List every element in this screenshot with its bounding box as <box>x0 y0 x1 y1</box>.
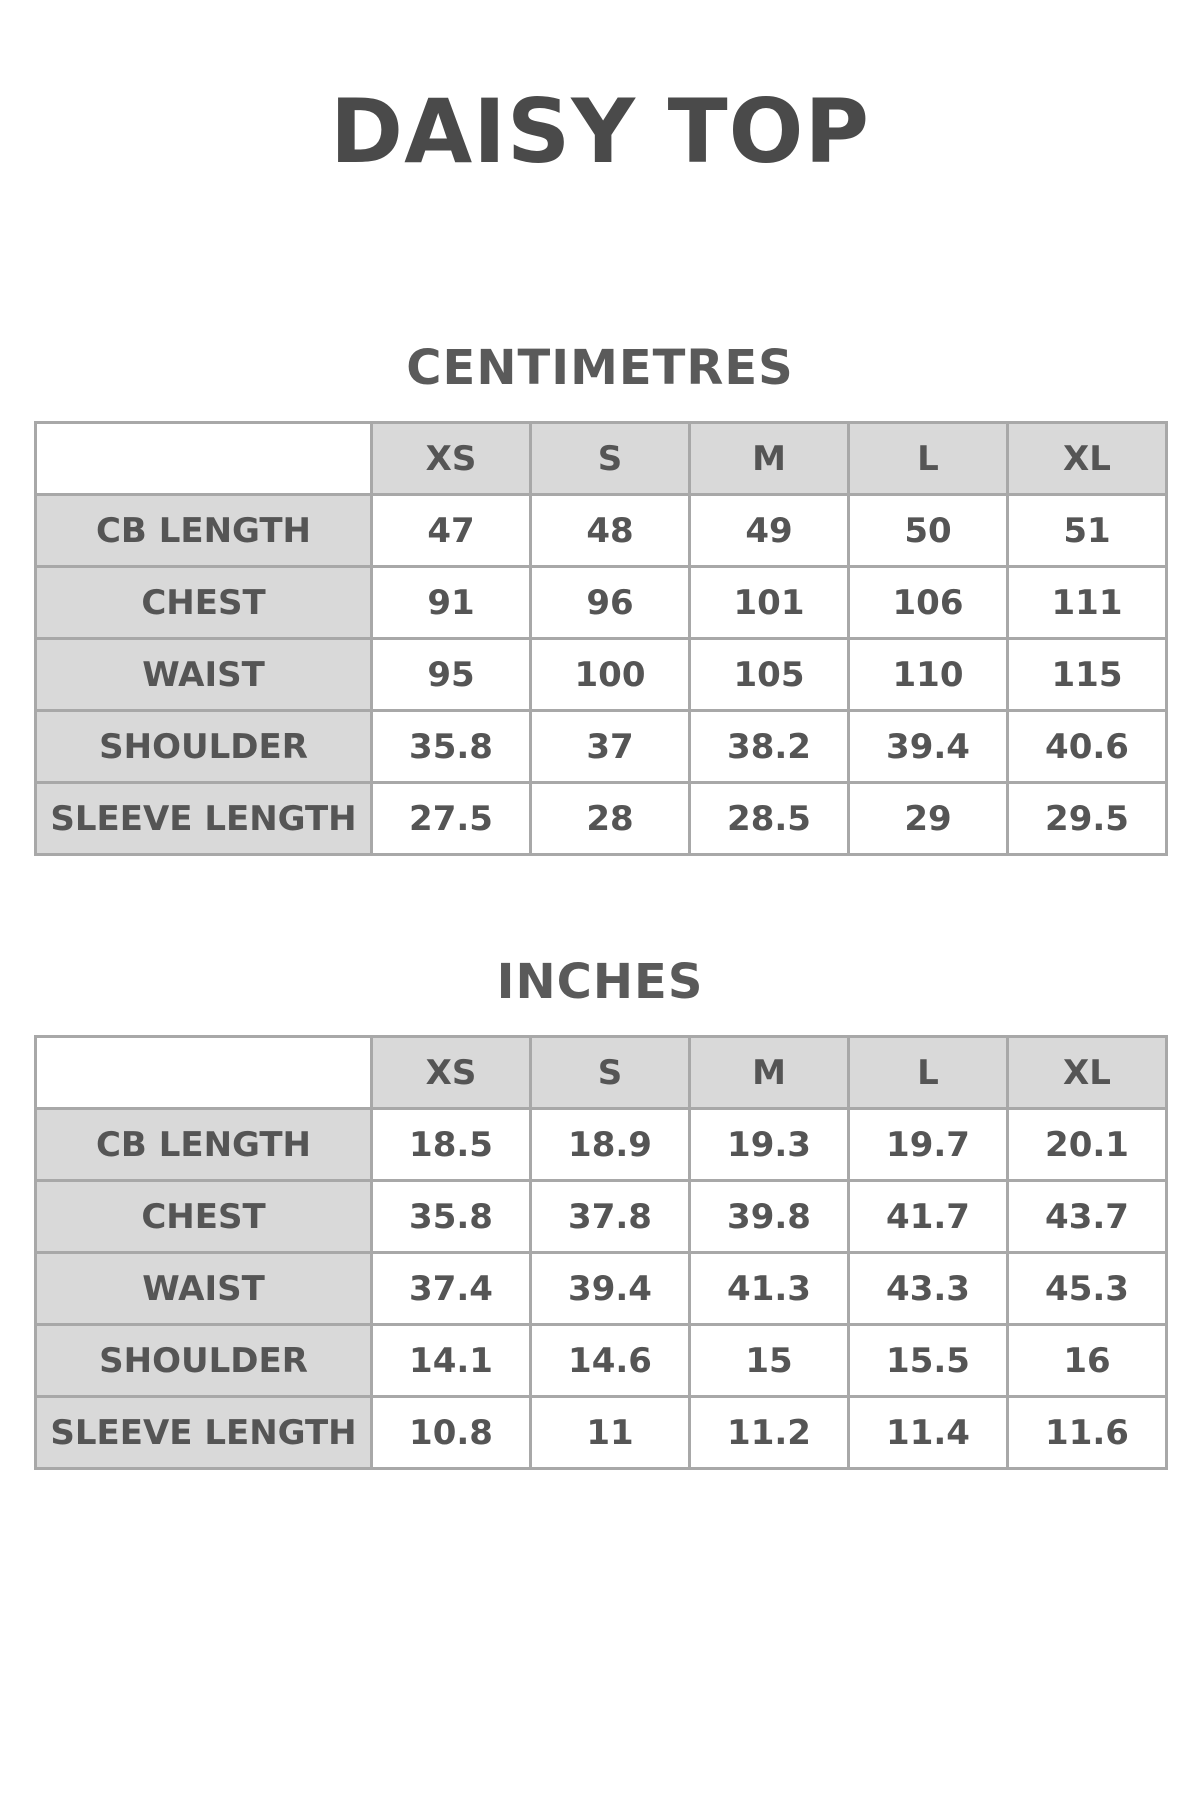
centimetres-heading: CENTIMETRES <box>406 340 794 396</box>
table-cell: 91 <box>372 567 531 639</box>
table-row <box>36 639 1167 711</box>
row-label-sleeve-length: SLEEVE LENGTH <box>36 1397 372 1469</box>
size-header-xs: XS <box>372 1037 531 1109</box>
table-row <box>36 783 1167 855</box>
table-row <box>36 711 1167 783</box>
table-row <box>36 1397 1167 1469</box>
size-header-xl: XL <box>1008 1037 1167 1109</box>
size-header-row <box>36 1037 1167 1109</box>
inches-size-table <box>34 1035 1168 1470</box>
table-cell: 37.4 <box>372 1253 531 1325</box>
table-cell: 27.5 <box>372 783 531 855</box>
size-header-l: L <box>849 1037 1008 1109</box>
table-cell: 11.2 <box>690 1397 849 1469</box>
table-cell: 110 <box>849 639 1008 711</box>
table-cell: 43.7 <box>1008 1181 1167 1253</box>
table-cell: 95 <box>372 639 531 711</box>
table-cell: 45.3 <box>1008 1253 1167 1325</box>
table-cell: 35.8 <box>372 711 531 783</box>
table-cell: 11.4 <box>849 1397 1008 1469</box>
size-header-xl: XL <box>1008 423 1167 495</box>
size-header-m: M <box>690 1037 849 1109</box>
size-header-s: S <box>531 423 690 495</box>
table-cell: 29.5 <box>1008 783 1167 855</box>
table-cell: 15 <box>690 1325 849 1397</box>
table-cell: 18.9 <box>531 1109 690 1181</box>
corner-cell <box>36 423 372 495</box>
centimetres-size-table <box>34 421 1168 856</box>
table-cell: 43.3 <box>849 1253 1008 1325</box>
table-cell: 14.6 <box>531 1325 690 1397</box>
table-cell: 105 <box>690 639 849 711</box>
table-cell: 37.8 <box>531 1181 690 1253</box>
table-cell: 19.3 <box>690 1109 849 1181</box>
table-cell: 19.7 <box>849 1109 1008 1181</box>
size-header-m: M <box>690 423 849 495</box>
table-cell: 49 <box>690 495 849 567</box>
table-cell: 20.1 <box>1008 1109 1167 1181</box>
page-title: DAISY TOP <box>330 80 870 183</box>
table-cell: 39.4 <box>849 711 1008 783</box>
table-cell: 115 <box>1008 639 1167 711</box>
row-label-cb-length: CB LENGTH <box>36 1109 372 1181</box>
size-header-row <box>36 423 1167 495</box>
size-header-l: L <box>849 423 1008 495</box>
table-cell: 96 <box>531 567 690 639</box>
table-cell: 15.5 <box>849 1325 1008 1397</box>
row-label-chest: CHEST <box>36 567 372 639</box>
table-cell: 39.4 <box>531 1253 690 1325</box>
row-label-waist: WAIST <box>36 639 372 711</box>
table-cell: 37 <box>531 711 690 783</box>
table-cell: 106 <box>849 567 1008 639</box>
table-cell: 51 <box>1008 495 1167 567</box>
table-cell: 101 <box>690 567 849 639</box>
table-cell: 48 <box>531 495 690 567</box>
size-header-xs: XS <box>372 423 531 495</box>
table-cell: 41.7 <box>849 1181 1008 1253</box>
table-row <box>36 1253 1167 1325</box>
table-cell: 41.3 <box>690 1253 849 1325</box>
table-cell: 10.8 <box>372 1397 531 1469</box>
table-cell: 47 <box>372 495 531 567</box>
table-cell: 11 <box>531 1397 690 1469</box>
table-row <box>36 567 1167 639</box>
table-cell: 40.6 <box>1008 711 1167 783</box>
table-cell: 16 <box>1008 1325 1167 1397</box>
table-cell: 28 <box>531 783 690 855</box>
size-header-s: S <box>531 1037 690 1109</box>
table-cell: 100 <box>531 639 690 711</box>
inches-heading: INCHES <box>496 954 704 1010</box>
table-cell: 18.5 <box>372 1109 531 1181</box>
table-cell: 38.2 <box>690 711 849 783</box>
row-label-waist: WAIST <box>36 1253 372 1325</box>
row-label-shoulder: SHOULDER <box>36 711 372 783</box>
row-label-shoulder: SHOULDER <box>36 1325 372 1397</box>
row-label-chest: CHEST <box>36 1181 372 1253</box>
table-cell: 35.8 <box>372 1181 531 1253</box>
row-label-sleeve-length: SLEEVE LENGTH <box>36 783 372 855</box>
table-cell: 14.1 <box>372 1325 531 1397</box>
corner-cell <box>36 1037 372 1109</box>
table-cell: 50 <box>849 495 1008 567</box>
table-cell: 29 <box>849 783 1008 855</box>
table-row <box>36 1109 1167 1181</box>
table-row <box>36 495 1167 567</box>
table-cell: 11.6 <box>1008 1397 1167 1469</box>
row-label-cb-length: CB LENGTH <box>36 495 372 567</box>
table-cell: 28.5 <box>690 783 849 855</box>
table-cell: 39.8 <box>690 1181 849 1253</box>
table-cell: 111 <box>1008 567 1167 639</box>
table-row <box>36 1181 1167 1253</box>
table-row <box>36 1325 1167 1397</box>
